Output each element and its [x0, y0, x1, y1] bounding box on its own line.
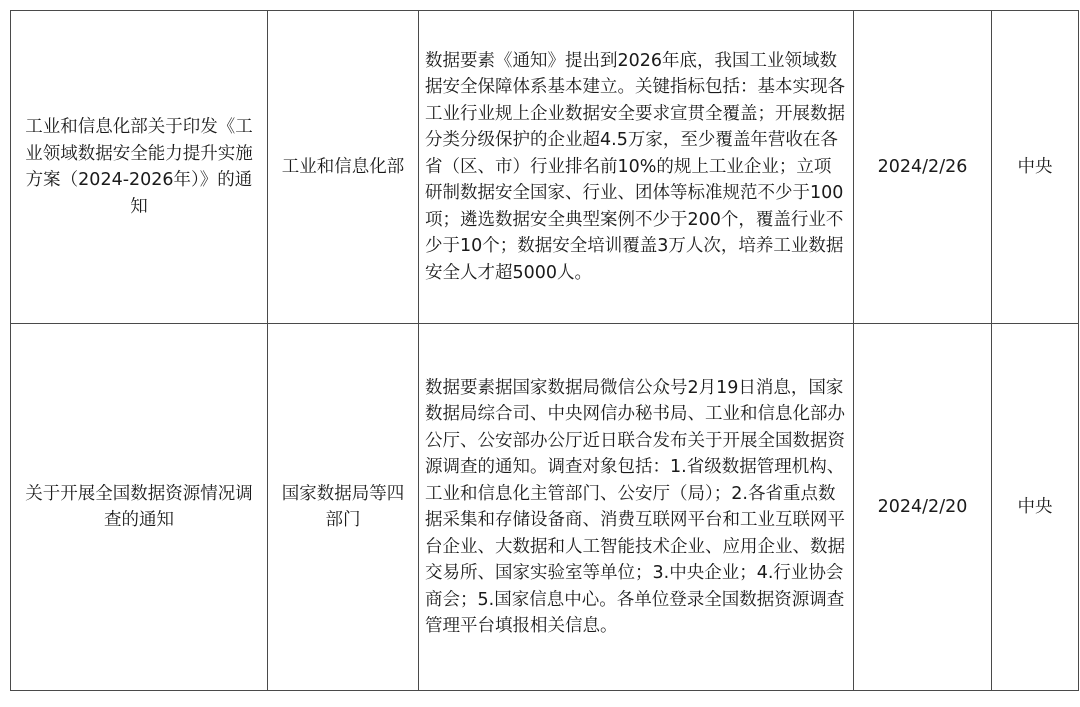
department-cell: 工业和信息化部	[268, 11, 419, 324]
date-cell: 2024/2/20	[854, 324, 992, 691]
content-cell: 数据要素《通知》提出到2026年底，我国工业领域数据安全保障体系基本建立。关键指标包括：基本实现各工业行业规上企业数据安全要求宣贯全覆盖；开展数据分类分级保护的企业超4.5万家，至少覆盖年营收在各省（区、市）行业排名前10%的规上工业企业；立项研制数据安全国家、行业、团体等标准规范不少于100项；遴选数据安全典型案例不少于200个，覆盖行业不少于10个；数据安全培训覆盖3万人次，培养工业数据安全人才超5000人。	[419, 11, 854, 324]
policy-table	[10, 10, 1079, 691]
department-cell: 国家数据局等四部门	[268, 324, 419, 691]
policy-name-cell: 关于开展全国数据资源情况调查的通知	[11, 324, 268, 691]
table-row	[11, 11, 1079, 324]
level-cell: 中央	[992, 11, 1079, 324]
date-cell: 2024/2/26	[854, 11, 992, 324]
content-cell: 数据要素据国家数据局微信公众号2月19日消息，国家数据局综合司、中央网信办秘书局、工业和信息化部办公厅、公安部办公厅近日联合发布关于开展全国数据资源调查的通知。调查对象包括：1.省级数据管理机构、工业和信息化主管部门、公安厅（局）；2.各省重点数据采集和存储设备商、消费互联网平台和工业互联网平台企业、大数据和人工智能技术企业、应用企业、数据交易所、国家实验室等单位；3.中央企业；4.行业协会商会；5.国家信息中心。各单位登录全国数据资源调查管理平台填报相关信息。	[419, 324, 854, 691]
policy-name-cell: 工业和信息化部关于印发《工业领域数据安全能力提升实施方案（2024-2026年）》的通知	[11, 11, 268, 324]
level-cell: 中央	[992, 324, 1079, 691]
table-row	[11, 324, 1079, 691]
